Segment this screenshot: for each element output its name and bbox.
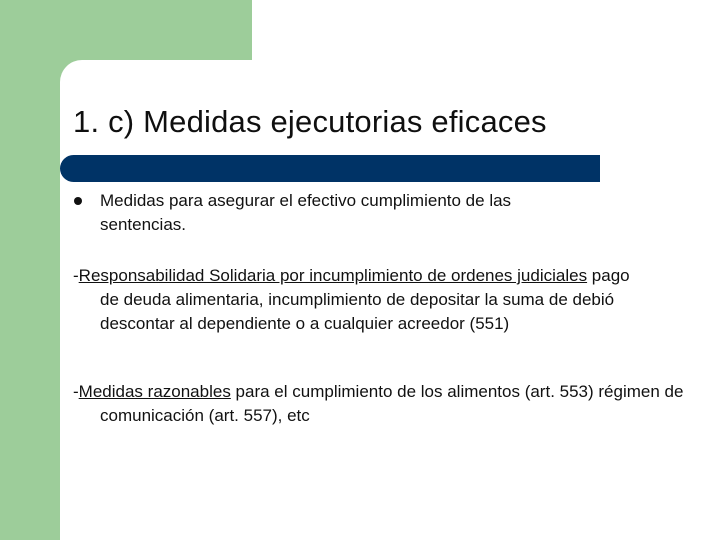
underlined-term: Medidas razonables (78, 382, 231, 401)
paragraph-body: para el cumplimiento de los alimentos (art. 553) régimen de comunicación (art. 557), etc (100, 382, 684, 425)
bullet-dot-icon (74, 197, 82, 205)
slide-title: 1. c) Medidas ejecutorias eficaces (73, 104, 547, 139)
title-underline-bar (60, 155, 600, 182)
underlined-term: Responsabilidad Solidaria por incumplimiento de ordenes judiciales (78, 266, 588, 285)
paragraph-body: pago de deuda alimentaria, incumplimiento de depositar la suma de debió descontar al dependiente o a cualquier acreedor (551) (100, 266, 630, 333)
bullet-text (100, 189, 620, 237)
paragraph-medidas (73, 380, 700, 428)
paragraph-prefix: - (73, 382, 79, 401)
paragraph-responsabilidad (73, 264, 645, 336)
bullet-text-line2: sentencias. (100, 215, 186, 234)
paragraph-prefix: - (73, 266, 79, 285)
decorative-green-strip (0, 0, 60, 540)
bullet-text-line1: Medidas para asegurar el efectivo cumplimiento de las (100, 191, 512, 210)
